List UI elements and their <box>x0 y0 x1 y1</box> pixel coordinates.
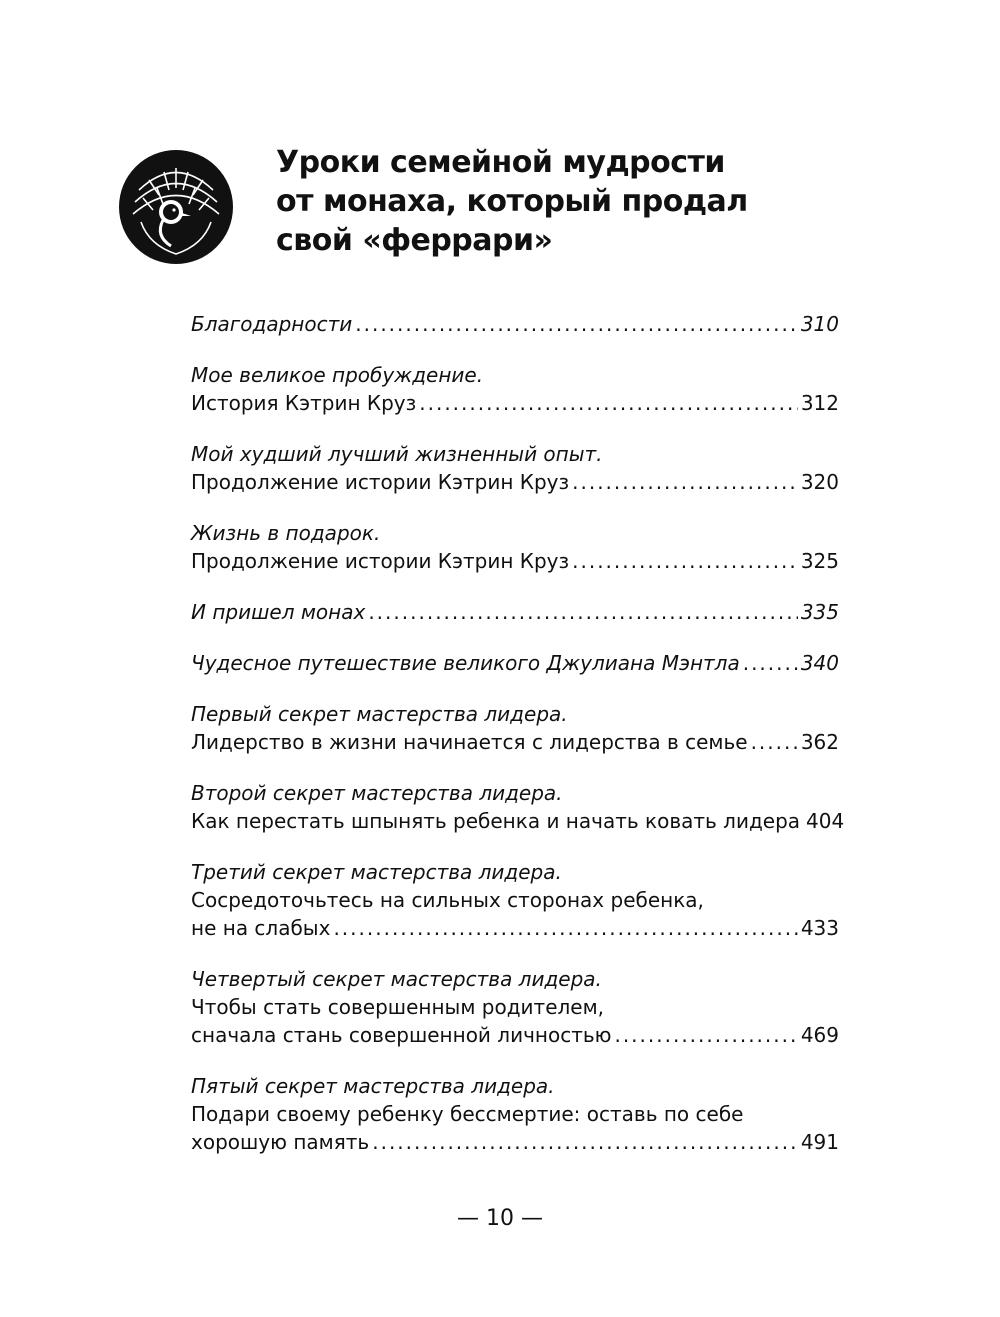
toc-leader-dots <box>743 649 798 677</box>
toc-page-number: 433 <box>800 916 839 940</box>
toc-entry <box>191 519 839 575</box>
toc-line-text: Третий секрет мастерства лидера. <box>191 860 562 884</box>
toc-leader-dots <box>368 598 797 626</box>
toc-line-text: Чудесное путешествие великого Джулиана Мэнтла <box>191 651 740 675</box>
toc-line-text: Чтобы стать совершенным родителем, <box>191 995 605 1019</box>
toc-page-number: 320 <box>800 470 839 494</box>
toc-line-text: Продолжение истории Кэтрин Круз <box>191 470 570 494</box>
toc-line <box>191 1072 839 1100</box>
toc-line-text: Сосредоточьтесь на сильных сторонах ребенка, <box>191 888 704 912</box>
toc-leader-dots <box>751 728 798 756</box>
toc-page-number: 469 <box>800 1023 839 1047</box>
toc-line <box>191 886 839 914</box>
toc-line-text: Подари своему ребенку бессмертие: оставь по себе <box>191 1102 744 1126</box>
toc-line-text: И пришел монах <box>191 600 366 624</box>
toc-line <box>191 728 839 756</box>
toc-line <box>191 649 839 677</box>
toc-leader-dots <box>572 468 798 496</box>
toc-leader-dots <box>614 1021 797 1049</box>
title-line-2: от монаха, который продал <box>276 184 748 219</box>
toc-line <box>191 440 839 468</box>
toc-line-text: Благодарности <box>191 312 353 336</box>
title-line-1: Уроки семейной мудрости <box>276 145 725 180</box>
toc-page-number: 335 <box>800 600 839 624</box>
toc-entry <box>191 1072 839 1156</box>
toc-entry <box>191 779 845 835</box>
toc-line-text: сначала стань совершенной личностью <box>191 1023 612 1047</box>
toc-line <box>191 1128 839 1156</box>
toc-page-number: 312 <box>800 391 839 415</box>
toc-line <box>191 779 839 807</box>
toc-line-text: Продолжение истории Кэтрин Круз <box>191 549 570 573</box>
toc-line <box>191 914 839 942</box>
toc-page-number: 362 <box>800 730 839 754</box>
toc-entry <box>191 310 839 338</box>
toc-line <box>191 807 845 835</box>
toc-entry <box>191 965 839 1049</box>
toc-line <box>191 389 839 417</box>
toc-line-text: Как перестать шпынять ребенка и начать ковать лидера <box>191 809 801 833</box>
toc-entry <box>191 440 839 496</box>
toc-line-text: Мой худший лучший жизненный опыт. <box>191 442 603 466</box>
toc-line <box>191 1021 839 1049</box>
toc-entry <box>191 649 839 677</box>
toc-line-text: хорошую память <box>191 1130 370 1154</box>
toc-line-text: Четвертый секрет мастерства лидера. <box>191 967 602 991</box>
title-line-3: свой «феррари» <box>276 223 553 258</box>
toc-entry <box>191 598 839 626</box>
toc-line-text: не на слабых <box>191 916 331 940</box>
toc-line-text: Второй секрет мастерства лидера. <box>191 781 563 805</box>
toc-entry <box>191 858 839 942</box>
toc-page-number: 404 <box>806 809 845 833</box>
toc-line <box>191 361 839 389</box>
page-number: — 10 — <box>457 1206 543 1231</box>
toc-line <box>191 858 839 886</box>
toc-leader-dots <box>372 1128 798 1156</box>
toc-entry <box>191 361 839 417</box>
toc-line-text: Жизнь в подарок. <box>191 521 381 545</box>
toc-page-number: 340 <box>800 651 839 675</box>
toc-line <box>191 547 839 575</box>
toc-page-number: 310 <box>800 312 839 336</box>
toc-line <box>191 519 839 547</box>
toc-line-text: История Кэтрин Круз <box>191 391 417 415</box>
toc-line-text: Пятый секрет мастерства лидера. <box>191 1074 555 1098</box>
toc-leader-dots <box>419 389 798 417</box>
toc-entry <box>191 700 839 756</box>
toc-line <box>191 965 839 993</box>
toc-leader-dots <box>333 914 797 942</box>
table-of-contents <box>191 310 845 1156</box>
toc-leader-dots <box>572 547 798 575</box>
crane-crest-icon <box>119 150 233 264</box>
toc-line-text: Мое великое пробуждение. <box>191 363 484 387</box>
toc-line-text: Первый секрет мастерства лидера. <box>191 702 568 726</box>
toc-leader-dots <box>355 310 798 338</box>
toc-line <box>191 1100 839 1128</box>
toc-line <box>191 700 839 728</box>
toc-page-number: 325 <box>800 549 839 573</box>
toc-line <box>191 468 839 496</box>
toc-line <box>191 993 839 1021</box>
toc-line-text: Лидерство в жизни начинается с лидерства в семье <box>191 730 748 754</box>
toc-line <box>191 598 839 626</box>
toc-line <box>191 310 839 338</box>
toc-page-number: 491 <box>800 1130 839 1154</box>
section-title <box>276 143 748 260</box>
